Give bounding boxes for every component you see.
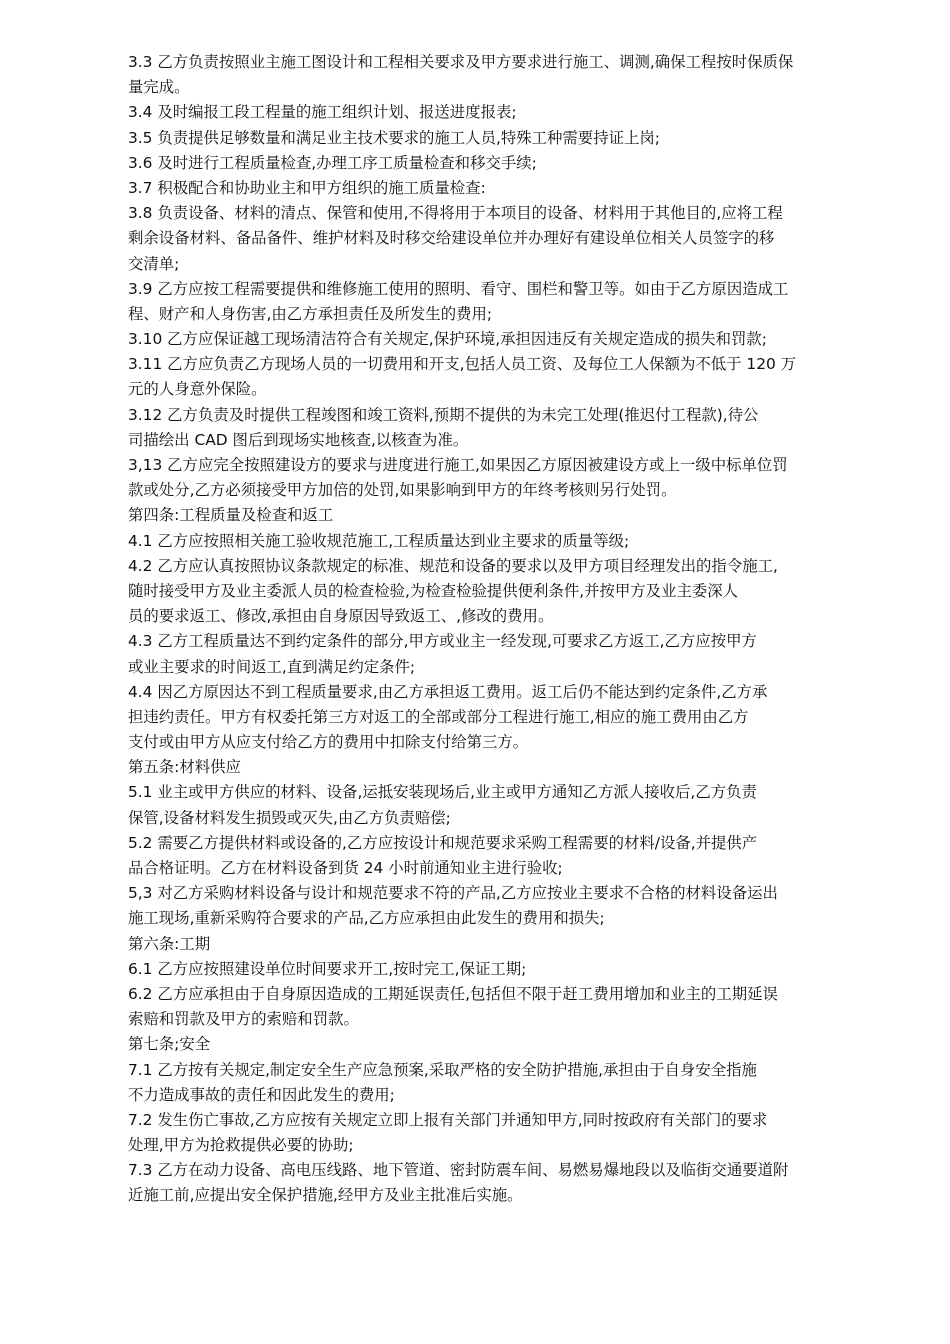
text-line: 量完成。 — [128, 78, 190, 97]
text-line: 交清单; — [128, 254, 180, 273]
text-line: 款或处分,乙方必须接受甲方加倍的处罚,如果影响到甲方的年终考核则另行处罚。 — [128, 481, 677, 500]
text-line: 第四条:工程质量及检查和返工 — [128, 506, 334, 525]
text-line: 品合格证明。乙方在材料设备到货 24 小时前通知业主进行验收; — [128, 859, 563, 877]
text-line: 5.2 需要乙方提供材料或设备的,乙方应按设计和规范要求采购工程需要的材料/设备,并提供产 — [128, 833, 758, 852]
text-line: 3.8 负责设备、材料的清点、保管和使用,不得将用于本项目的设备、材料用于其他目的,应将工程 — [128, 204, 783, 223]
text-line: 4.2 乙方应认真按照协议条款规定的标准、规范和设备的要求以及甲方项目经理发出的指令施工, — [128, 556, 778, 575]
text-line: 3.11 乙方应负责乙方现场人员的一切费用和开支,包括人员工资、及每位工人保额为不低于 120 万 — [128, 355, 797, 374]
text-line: 支付或由甲方从应支付给乙方的费用中扣除支付给第三方。 — [128, 733, 529, 752]
text-line: 7.1 乙方按有关规定,制定安全生产应急预案,采取严格的安全防护措施,承担由于自身安全指施 — [128, 1060, 757, 1079]
text-line: 第七条;安全 — [128, 1035, 211, 1054]
text-line: 司描绘出 CAD 图后到现场实地核查,以核查为准。 — [128, 430, 469, 449]
text-line: 剩余设备材料、备品备件、维护材料及时移交给建设单位并办理好有建设单位相关人员签字的移 — [128, 229, 775, 248]
text-line: 3.4 及时编报工段工程量的施工组织计划、报送进度报表; — [128, 103, 517, 122]
text-line: 5,3 对乙方采购材料设备与设计和规范要求不符的产品,乙方应按业主要求不合格的材料设备运出 — [128, 884, 778, 903]
text-line: 近施工前,应提出安全保护措施,经甲方及业主批准后实施。 — [128, 1186, 523, 1205]
text-line: 随时接受甲方及业主委派人员的检查检验,为检查检验提供便利条件,并按甲方及业主委深人 — [128, 581, 739, 600]
text-line: 4.3 乙方工程质量达不到约定条件的部分,甲方或业主一经发现,可要求乙方返工,乙方应按甲方 — [128, 632, 757, 651]
text-line: 第五条:材料供应 — [128, 758, 241, 777]
text-line: 施工现场,重新采购符合要求的产品,乙方应承担由此发生的费用和损失; — [128, 909, 605, 928]
text-line: 3,13 乙方应完全按照建设方的要求与进度进行施工,如果因乙方原因被建设方或上一级中标单位罚 — [128, 456, 788, 474]
contract-text — [128, 50, 858, 1209]
text-line: 3.10 乙方应保证越工现场清洁符合有关规定,保护环境,承担因违反有关规定造成的损失和罚款; — [128, 330, 767, 349]
text-line: 保管,设备材料发生损毁或灭失,由乙方负责赔偿; — [128, 808, 451, 827]
text-line: 5.1 业主或甲方供应的材料、设备,运抵安装现场后,业主或甲方通知乙方派人接收后,乙方负责 — [128, 783, 757, 802]
text-line: 7.2 发生伤亡事故,乙方应按有关规定立即上报有关部门并通知甲方,同时按政府有关部门的要求 — [128, 1110, 768, 1129]
text-line: 不力造成事故的责任和因此发生的费用; — [128, 1085, 395, 1104]
text-line: 3.6 及时进行工程质量检查,办理工序工质量检查和移交手续; — [128, 153, 537, 172]
text-line: 4.4 因乙方原因达不到工程质量要求,由乙方承担返工费用。返工后仍不能达到约定条件,乙方承 — [128, 682, 768, 701]
text-line: 担违约责任。甲方有权委托第三方对返工的全部或部分工程进行施工,相应的施工费用由乙方 — [128, 707, 749, 726]
text-line: 6.2 乙方应承担由于自身原因造成的工期延误责任,包括但不限于赶工费用增加和业主的工期延误 — [128, 984, 778, 1003]
text-line: 3.7 积极配合和协助业主和甲方组织的施工质量检查: — [128, 178, 486, 197]
text-line: 3.5 负责提供足够数量和满足业主技术要求的施工人员,特殊工种需要持证上岗; — [128, 128, 660, 147]
text-line: 第六条:工期 — [128, 934, 211, 953]
text-line: 索赔和罚款及甲方的索赔和罚款。 — [128, 1010, 359, 1029]
text-line: 7.3 乙方在动力设备、高电压线路、地下管道、密封防震车间、易燃易爆地段以及临街交通要道附 — [128, 1161, 789, 1180]
text-line: 3.12 乙方负责及时提供工程竣图和竣工资料,预期不提供的为未完工处理(推迟付工程款),待公 — [128, 405, 759, 424]
text-line: 3.3 乙方负责按照业主施工图设计和工程相关要求及甲方要求进行施工、调测,确保工程按时保质保 — [128, 53, 794, 71]
text-line: 或业主要求的时间返工,直到满足约定条件; — [128, 657, 416, 676]
text-line: 元的人身意外保险。 — [128, 380, 267, 399]
text-line: 程、财产和人身伤害,由乙方承担责任及所发生的费用; — [128, 304, 493, 323]
text-line: 3.9 乙方应按工程需要提供和维修施工使用的照明、看守、围栏和警卫等。如由于乙方原因造成工 — [128, 279, 789, 298]
text-line: 6.1 乙方应按照建设单位时间要求开工,按时完工,保证工期; — [128, 959, 527, 978]
text-line: 处理,甲方为抢救提供必要的协助; — [128, 1136, 354, 1155]
text-line: 员的要求返工、修改,承担由自身原因导致返工、,修改的费用。 — [128, 607, 554, 626]
text-line: 4.1 乙方应按照相关施工验收规范施工,工程质量达到业主要求的质量等级; — [128, 531, 630, 550]
